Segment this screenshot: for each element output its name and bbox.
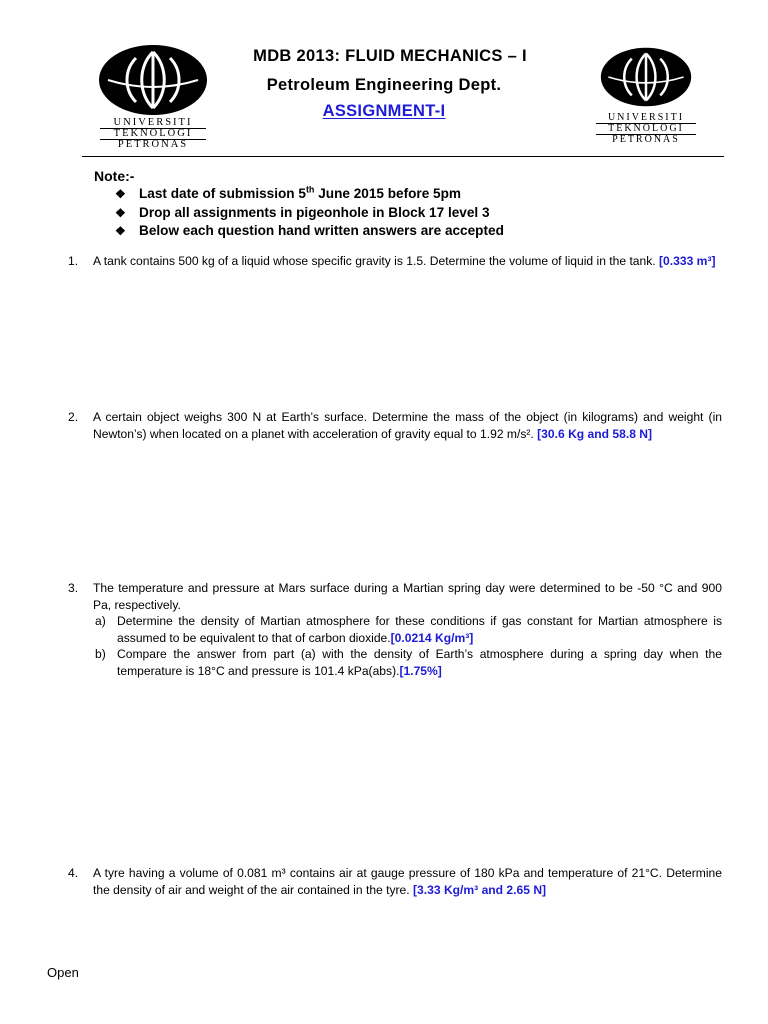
logo-text-line-3: PETRONAS xyxy=(117,139,189,150)
note-item xyxy=(115,185,504,204)
logo-text-line-3: PETRONAS xyxy=(612,134,680,145)
question-text: The temperature and pressure at Mars surface during a Martian spring day were determined to be -50 °C and 900 Pa, respectively. xyxy=(93,581,722,612)
answer-text: [0.0214 Kg/m³] xyxy=(390,630,474,645)
answer-text: [1.75%] xyxy=(399,663,442,678)
logo-text-line-1: UNIVERSITI xyxy=(113,117,193,128)
note-text: Drop all assignments in pigeonhole in Block 17 level 3 xyxy=(139,204,490,220)
note-superscript: th xyxy=(305,184,315,195)
question-1 xyxy=(68,253,722,270)
logo-text-line-2: TEKNOLOGI xyxy=(113,128,193,139)
diamond-bullet-icon: ❖ xyxy=(115,187,126,201)
answer-text: [30.6 Kg and 58.8 N] xyxy=(537,426,653,441)
assignment-title xyxy=(0,102,768,121)
diamond-bullet-icon: ❖ xyxy=(115,224,126,238)
question-text: A tank contains 500 kg of a liquid whose specific gravity is 1.5. Determine the volume of liquid in the tank. xyxy=(93,254,660,268)
part-label: b) xyxy=(95,647,106,661)
note-list xyxy=(115,185,504,241)
question-number: 1. xyxy=(68,254,79,268)
note-text: Below each question hand written answers are accepted xyxy=(139,223,504,238)
question-text: A certain object weighs 300 N at Earth’s surface. Determine the mass of the object (in kilograms) and weight (in Newton’s) when located on a planet with acceleration of gravity equal to 1.92 m/s². xyxy=(93,410,722,441)
question-text: A tyre having a volume of 0.081 m³ contains air at gauge pressure of 180 kPa and temperature of 21°C. Determine the density of air and weight of the air contained in the tyre. xyxy=(93,866,722,897)
note-text: June 2015 before 5pm xyxy=(314,186,462,201)
diamond-bullet-icon: ❖ xyxy=(115,205,126,220)
question-number: 3. xyxy=(68,581,79,595)
question-2 xyxy=(68,409,722,442)
part-text: Determine the density of Martian atmosphere for these conditions if gas constant for Martian atmosphere is assumed to be equivalent to that of carbon dioxide. xyxy=(117,614,722,645)
question-part-a xyxy=(93,613,722,646)
note-item xyxy=(115,222,504,241)
course-title: MDB 2013: FLUID MECHANICS – I xyxy=(253,47,527,65)
note-title: Note:- xyxy=(94,168,135,184)
department-title: Petroleum Engineering Dept. xyxy=(266,76,502,94)
note-text: Last date of submission 5 xyxy=(139,186,306,201)
header-divider xyxy=(82,156,724,157)
answer-text: [3.33 Kg/m³ and 2.65 N] xyxy=(413,882,547,897)
logo-text-line-1: UNIVERSITI xyxy=(607,112,685,123)
question-4 xyxy=(68,865,722,898)
question-3 xyxy=(68,580,722,679)
part-text: Compare the answer from part (a) with the density of Earth’s atmosphere during a spring day when the temperature is 18°C and pressure is 101.4 kPa(abs). xyxy=(117,647,722,678)
part-label: a) xyxy=(95,614,106,628)
assignment-title-text: ASSIGNMENT-I xyxy=(322,102,446,120)
open-link[interactable]: Open xyxy=(47,965,79,980)
question-number: 2. xyxy=(68,410,79,424)
question-number: 4. xyxy=(68,866,79,880)
answer-text: [0.333 m³] xyxy=(659,254,716,268)
note-item xyxy=(115,204,504,223)
question-part-b xyxy=(93,646,722,679)
logo-text-line-2: TEKNOLOGI xyxy=(608,123,684,134)
